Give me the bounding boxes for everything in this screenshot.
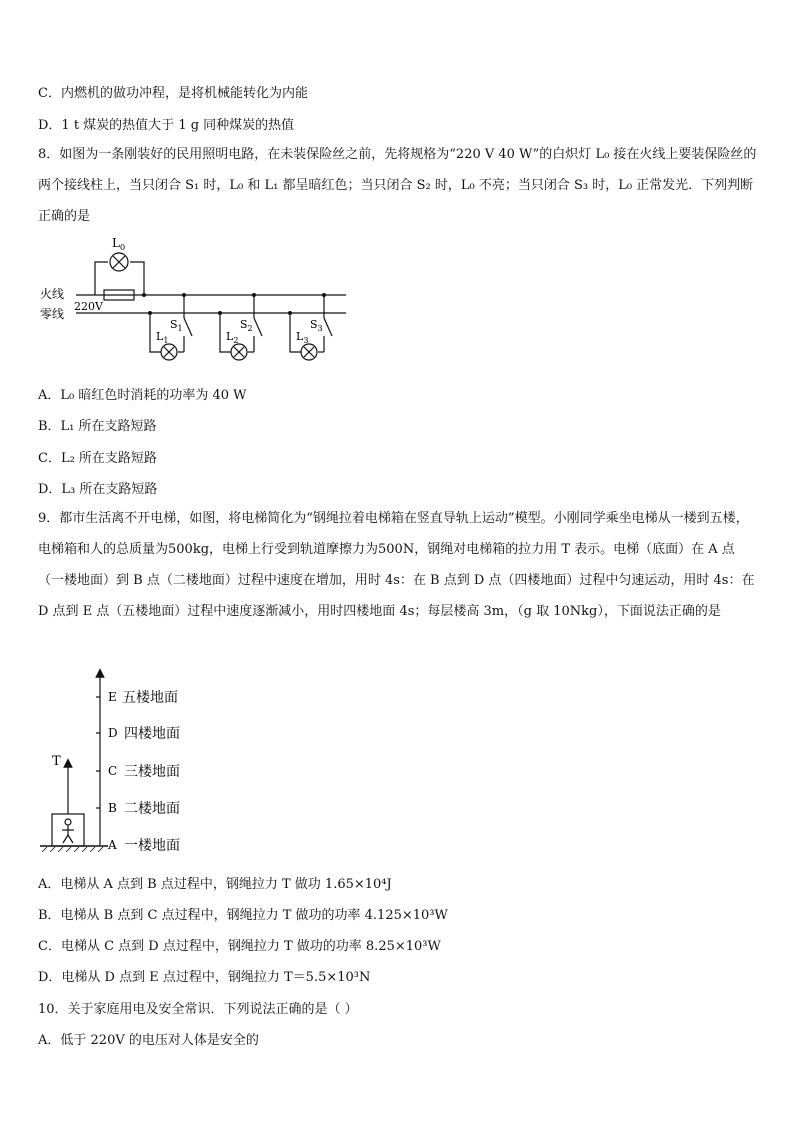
neutral-wire-label: 零线 [40,307,65,321]
svg-text:L1: $L_1$ [156,330,169,345]
q9-stem: 9．都市生活离不开电梯，如图，将电梯简化为“钢绳拉着电梯箱在竖直导轨上运动”模型。小刚同学乘坐电梯从一楼到五楼，电梯箱和人的总质量为500kg，电梯上行受到轨道摩擦力为500N，钢绳对电梯箱的拉力用 T 表示。电梯（底面）在 A 点（一楼地面）到 B 点（二楼地面）过程中速度在增加，用时 4s：在 B 点到 D 点（四楼地面）过程中匀速运动，用时 4s：在 D 点到 E 点（五楼地面）过程中速度逐渐减小，用时四楼地面 4s；每层楼高 3m，（g 取 10Nkg），下面说法正确的是 [38,511,755,619]
svg-text:S2: $S_2$ [240,318,253,333]
floor-a-label: 一楼地面 [124,838,180,854]
floor-b-label: 二楼地面 [124,801,180,817]
l2-label: L [226,330,234,343]
q9-option-d: D．电梯从 D 点到 E 点过程中，钢绳拉力 T＝5.5×10³N [38,970,371,985]
q10-stem: 10．关于家庭用电及安全常识．下列说法正确的是（ ） [38,1002,358,1017]
point-c: C [108,764,118,778]
l0-label: L [112,236,120,250]
floor-d-label: 四楼地面 [124,726,180,742]
q8-circuit-diagram [38,232,358,372]
point-a: A [108,838,117,852]
svg-text:L0: $L_0$ [112,236,126,252]
live-wire-label: 火线 [40,287,65,301]
q8-option-c: C．L₂ 所在支路短路 [38,451,157,466]
q9-option-a: A．电梯从 A 点到 B 点过程中，钢绳拉力 T 做功 1.65×10⁴J [38,877,392,892]
svg-text:L2: $L_2$ [226,330,239,345]
floor-e-label: 五楼地面 [122,690,178,706]
voltage-label: 220V [74,300,103,313]
q8-option-d: D．L₃ 所在支路短路 [38,482,158,497]
option-c-prev: C．内燃机的做功冲程，是将机械能转化为内能 [38,86,308,101]
option-d-prev: D．1 t 煤炭的热值大于 1 g 同种煤炭的热值 [38,118,295,133]
svg-text:S1: $S_1$ [170,318,183,333]
l1-label: L [156,330,164,343]
l3-label: L [296,330,304,343]
q10-option-a: A．低于 220V 的电压对人体是安全的 [38,1033,259,1048]
floor-c-label: 三楼地面 [124,764,180,780]
point-e: E [108,690,117,704]
q8-option-b: B．L₁ 所在支路短路 [38,419,157,434]
s3-label: S [310,318,318,331]
s2-label: S [240,318,248,331]
q9-option-b: B．电梯从 B 点到 C 点过程中，钢绳拉力 T 做功的功率 4.125×10³W [38,908,448,923]
point-d: D [108,726,118,740]
svg-text:L3: $L_3$ [296,330,309,345]
tension-label: T [52,754,61,769]
q8-option-a: A．L₀ 暗红色时消耗的功率为 40 W [38,388,247,403]
s1-label: S [170,318,178,331]
q9-option-c: C．电梯从 C 点到 D 点过程中，钢绳拉力 T 做功的功率 8.25×10³W [38,939,441,954]
point-b: B [108,801,117,815]
q8-stem: 8．如图为一条刚装好的民用照明电路，在未装保险丝之前，先将规格为“220 V 40 W”的白炽灯 L₀ 接在火线上要装保险丝的两个接线柱上，当只闭合 S₁ 时，L₀ 和 L₁ 都呈暗红色；当只闭合 S₂ 时，L₀ 不亮；当只闭合 S₃ 时，L₀ 正常发光．下列判断正确的是 [38,147,757,224]
svg-text:S3: $S_3$ [310,318,323,333]
q9-elevator-diagram [38,665,238,860]
